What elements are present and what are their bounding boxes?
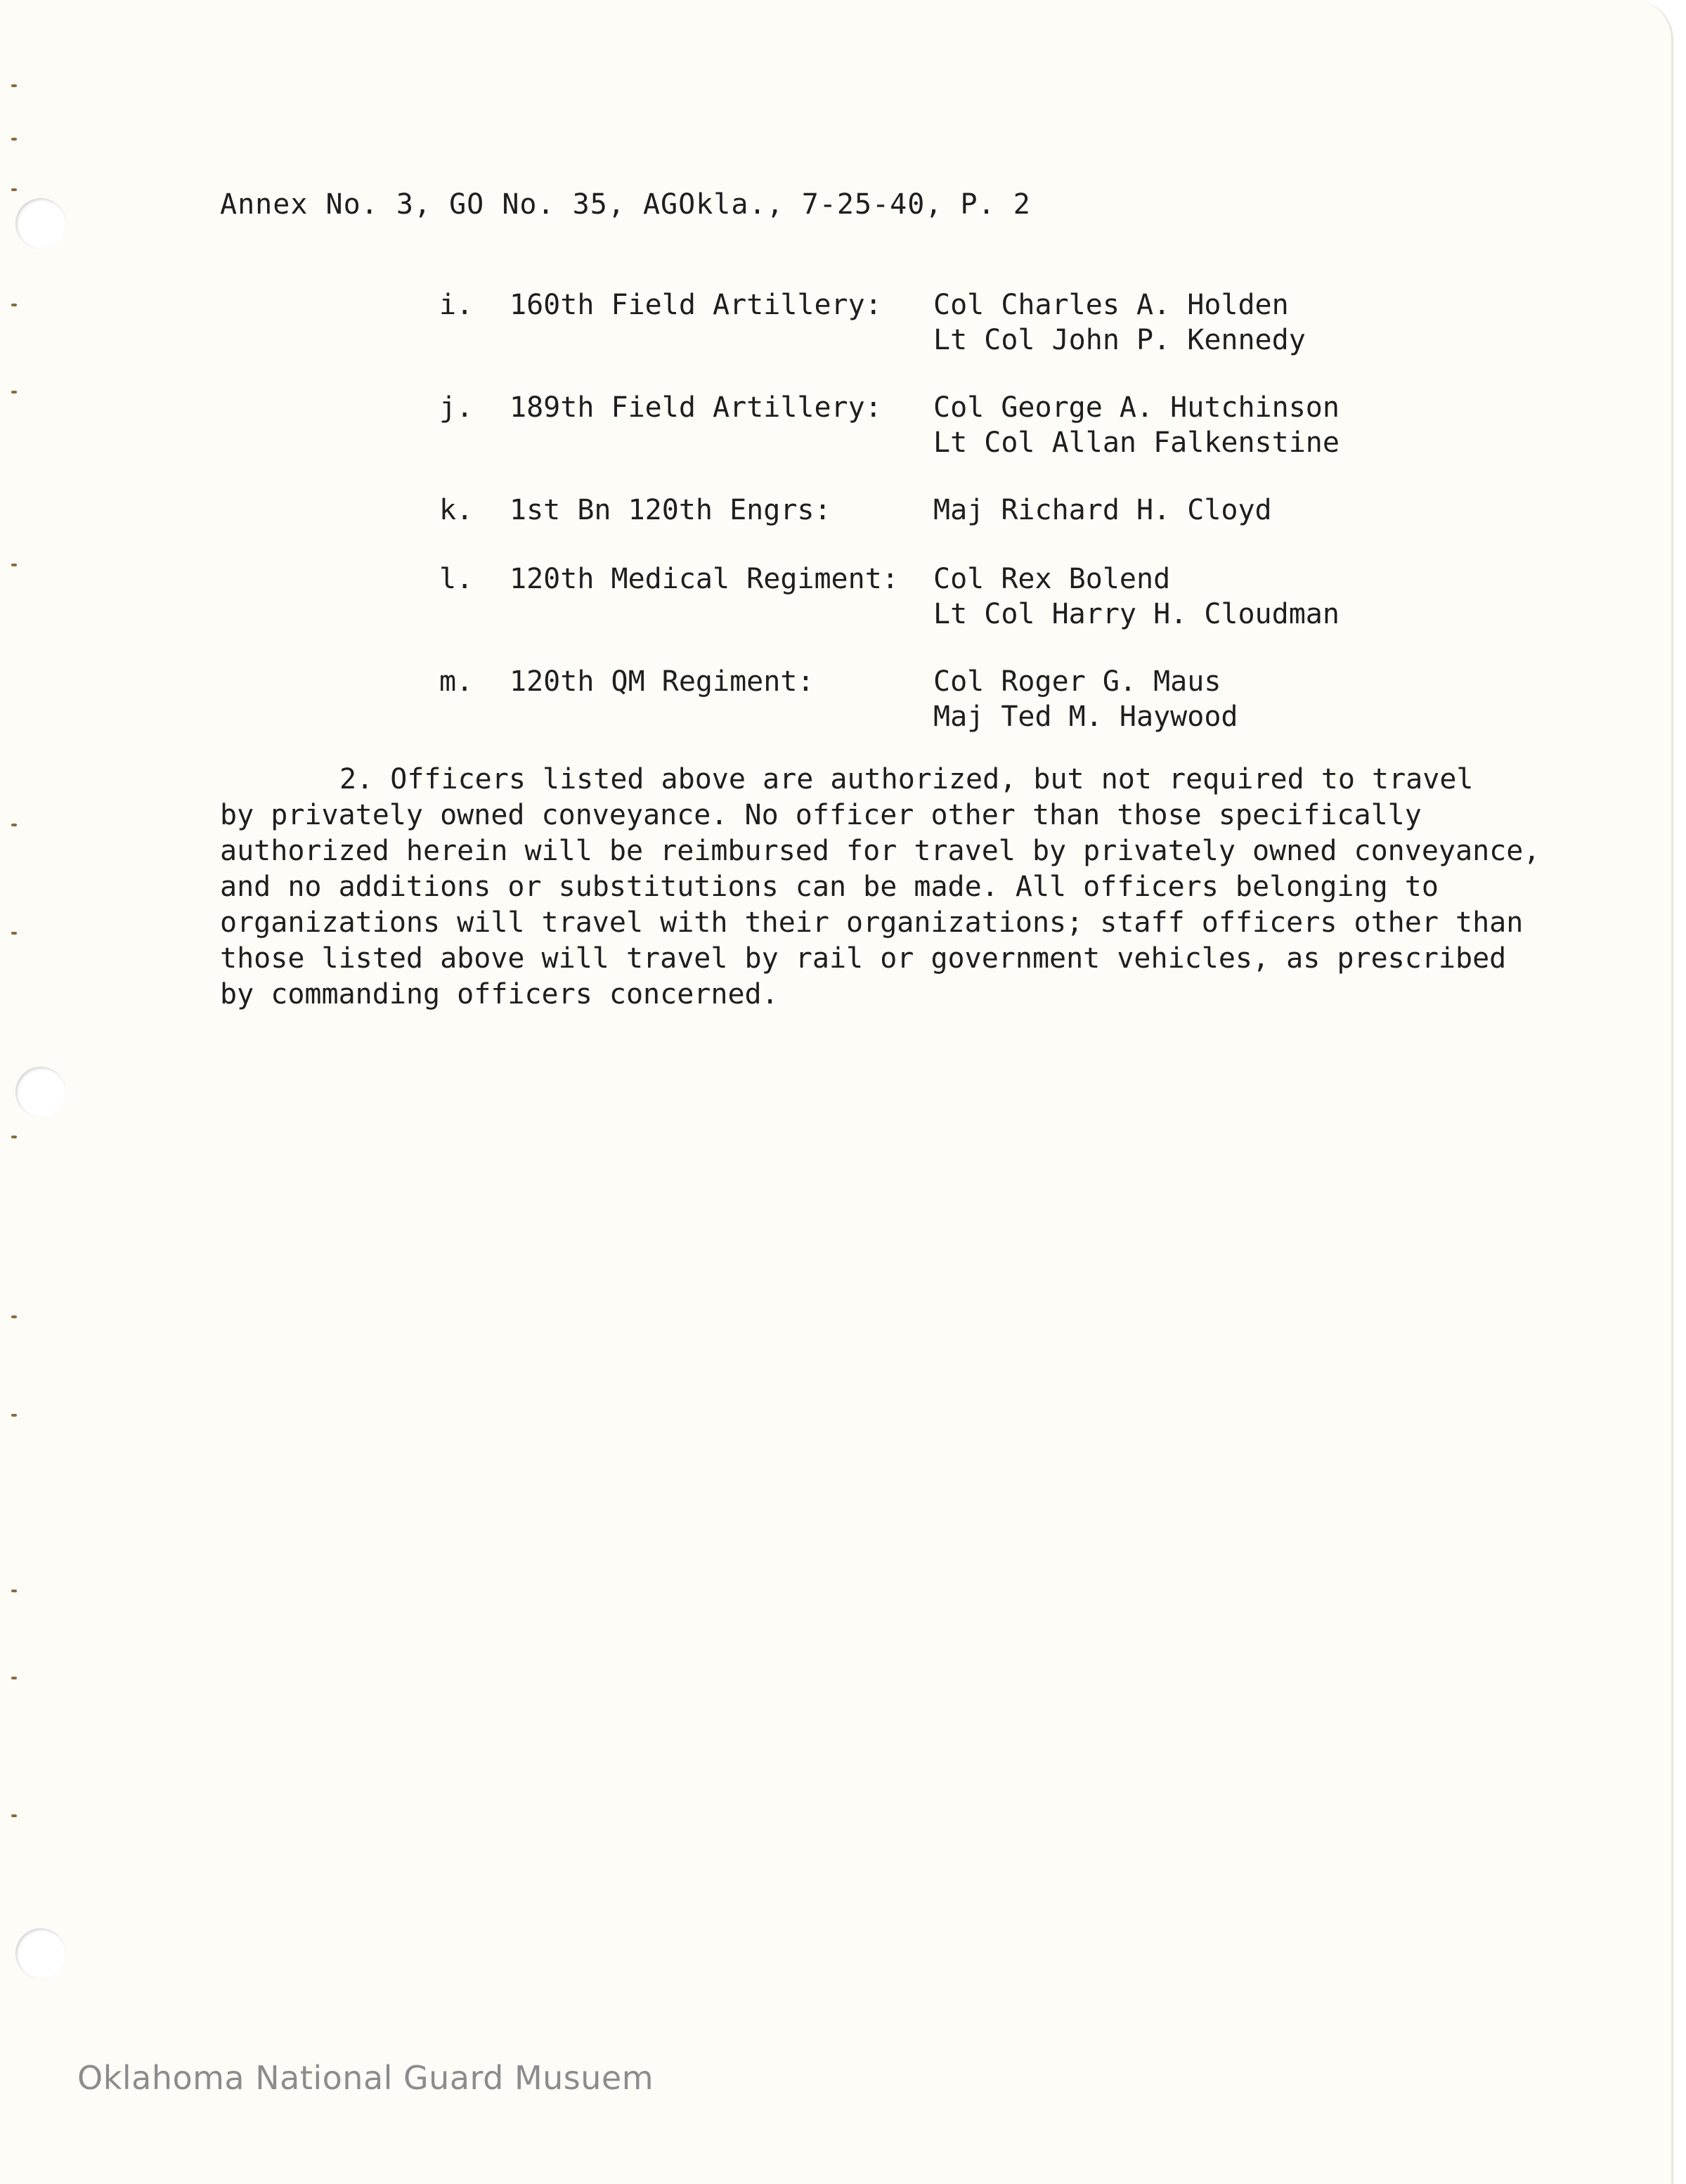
officer-name: Col Roger G. Maus	[933, 665, 1221, 698]
paragraph-2	[220, 762, 1555, 1013]
edge-mark	[11, 391, 17, 394]
unit-letter: i.	[439, 289, 474, 321]
unit-letter: k.	[439, 494, 474, 526]
edge-mark	[11, 1414, 17, 1417]
edge-mark	[11, 564, 17, 566]
officer-list	[933, 391, 1340, 461]
document-header: Annex No. 3, GO No. 35, AGOkla., 7-25-40, P. 2	[220, 188, 1031, 221]
edge-mark	[11, 824, 17, 826]
officer-list	[933, 562, 1340, 632]
officer-name: Lt Col Harry H. Cloudman	[933, 598, 1340, 630]
officer-name: Maj Ted M. Haywood	[933, 701, 1238, 733]
officer-list	[933, 288, 1306, 358]
officer-name: Col Charles A. Holden	[933, 289, 1289, 321]
paragraph-line: by privately owned conveyance. No officer other than those specifically	[220, 799, 1422, 831]
edge-mark	[11, 304, 17, 306]
edge-mark	[11, 1814, 17, 1817]
edge-mark	[11, 1677, 17, 1679]
officer-name: Col George A. Hutchinson	[933, 391, 1340, 424]
edge-mark	[11, 84, 17, 87]
edge-mark	[11, 932, 17, 935]
officer-name: Maj Richard H. Cloyd	[933, 494, 1272, 526]
officer-name: Lt Col Allan Falkenstine	[933, 427, 1340, 459]
unit-name: 120th Medical Regiment:	[510, 563, 899, 595]
paragraph-line: by commanding officers concerned.	[220, 978, 779, 1010]
paragraph-line: 2. Officers listed above are authorized, but not required to travel	[339, 763, 1474, 795]
binder-hole-middle	[15, 1067, 66, 1117]
unit-name: 189th Field Artillery:	[510, 391, 882, 424]
paragraph-line: organizations will travel with their organizations; staff officers other than	[220, 906, 1524, 939]
edge-mark	[11, 1590, 17, 1592]
unit-name: 120th QM Regiment:	[510, 665, 815, 698]
edge-mark	[11, 1315, 17, 1318]
unit-letter: m.	[439, 665, 474, 698]
paragraph-line: and no additions or substitutions can be made. All officers belonging to	[220, 871, 1439, 903]
unit-letter: j.	[439, 391, 474, 424]
unit-name: 160th Field Artillery:	[510, 289, 882, 321]
officer-list	[933, 665, 1238, 735]
unit-letter: l.	[439, 563, 474, 595]
binder-hole-top	[15, 198, 66, 249]
officer-name: Lt Col John P. Kennedy	[933, 324, 1306, 356]
binder-hole-bottom	[15, 1928, 66, 1979]
paragraph-line: those listed above will travel by rail or government vehicles, as prescribed	[220, 942, 1507, 975]
paragraph-line: authorized herein will be reimbursed for travel by privately owned conveyance,	[220, 835, 1541, 867]
edge-mark	[11, 138, 17, 141]
officer-name: Col Rex Bolend	[933, 563, 1171, 595]
edge-mark	[11, 188, 17, 191]
officer-list	[933, 493, 1272, 528]
edge-mark	[11, 1136, 17, 1138]
unit-name: 1st Bn 120th Engrs:	[510, 494, 831, 526]
museum-watermark: Oklahoma National Guard Musuem	[77, 2059, 654, 2097]
